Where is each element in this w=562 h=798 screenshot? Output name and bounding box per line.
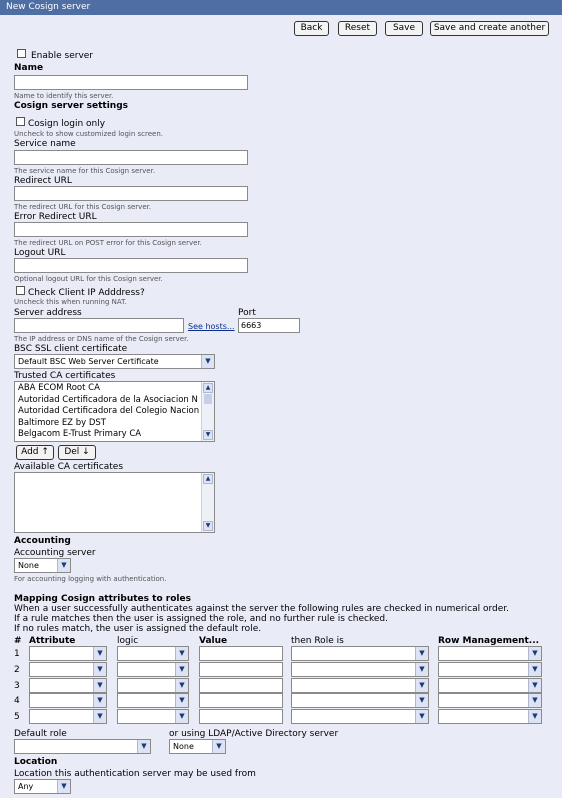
rule-number: 3 [14, 680, 20, 691]
list-item[interactable]: ABA ECOM Root CA [18, 383, 100, 393]
rule-logic-select[interactable] [117, 678, 189, 693]
enable-server-label: Enable server [31, 51, 94, 61]
rule-number: 4 [14, 696, 20, 707]
rule-role-select[interactable] [291, 693, 429, 708]
accounting-server-label: Accounting server [14, 548, 96, 558]
accounting-server-value: None [18, 561, 39, 570]
rule-attribute-select[interactable] [29, 646, 107, 661]
rule-attribute-select[interactable] [29, 678, 107, 693]
chevron-down-icon: ▼ [57, 780, 70, 793]
server-address-help: The IP address or DNS name of the Cosign server. [14, 335, 189, 343]
list-item[interactable]: Autoridad Certificadora del Colegio Nacion [18, 406, 200, 416]
service-name-input[interactable] [14, 150, 248, 165]
rule-logic-select[interactable] [117, 709, 189, 724]
location-value: Any [18, 782, 34, 791]
redirect-url-label: Redirect URL [14, 176, 72, 186]
chevron-down-icon: ▼ [528, 663, 541, 676]
rule-role-select[interactable] [291, 678, 429, 693]
redirect-url-help: The redirect URL for this Cosign server. [14, 203, 152, 211]
name-label: Name [14, 63, 44, 73]
service-name-help: The service name for this Cosign server. [14, 167, 156, 175]
list-item[interactable]: Belgacom E-Trust Primary CA [18, 429, 142, 439]
scroll-up-icon[interactable]: ▲ [203, 474, 213, 484]
available-ca-label: Available CA certificates [14, 462, 124, 472]
rule-role-select[interactable] [291, 646, 429, 661]
logout-url-help: Optional logout URL for this Cosign server. [14, 275, 163, 283]
chevron-down-icon: ▼ [175, 679, 188, 692]
chevron-down-icon: ▼ [528, 694, 541, 707]
add-certificate-button[interactable]: Add ↑ [16, 445, 54, 460]
chevron-down-icon: ▼ [175, 710, 188, 723]
server-address-label: Server address [14, 308, 82, 318]
chevron-down-icon: ▼ [93, 647, 106, 660]
accounting-server-select[interactable] [14, 558, 71, 573]
column-header-value: Value [199, 636, 228, 646]
mapping-heading: Mapping Cosign attributes to roles [14, 594, 191, 604]
location-select[interactable] [14, 779, 71, 794]
rule-logic-select[interactable] [117, 693, 189, 708]
window-title: New Cosign server [0, 0, 562, 15]
location-description: Location this authentication server may be used from [14, 769, 256, 779]
rule-attribute-select[interactable] [29, 709, 107, 724]
delete-certificate-button[interactable]: Del ↓ [58, 445, 96, 460]
port-input[interactable] [238, 318, 300, 333]
trusted-ca-list[interactable] [14, 381, 215, 442]
chevron-down-icon: ▼ [57, 559, 70, 572]
error-redirect-url-label: Error Redirect URL [14, 212, 97, 222]
check-client-ip-help: Uncheck this when running NAT. [14, 298, 127, 306]
rule-row-management-select[interactable] [438, 693, 542, 708]
chevron-down-icon: ▼ [201, 355, 214, 368]
chevron-down-icon: ▼ [415, 647, 428, 660]
ldap-server-value: None [173, 742, 194, 751]
rule-number: 2 [14, 664, 20, 675]
name-input[interactable] [14, 75, 248, 90]
port-label: Port [238, 308, 256, 318]
rule-value-input[interactable] [199, 662, 283, 677]
server-address-input[interactable] [14, 318, 184, 333]
error-redirect-url-help: The redirect URL on POST error for this Cosign server. [14, 239, 202, 247]
rule-number: 5 [14, 712, 20, 723]
rule-number: 1 [14, 649, 20, 659]
list-item[interactable]: Baltimore EZ by DST [18, 417, 106, 428]
location-heading: Location [14, 757, 58, 767]
rule-row-management-select[interactable] [438, 678, 542, 693]
rule-logic-select[interactable] [117, 646, 189, 661]
column-header-attribute: Attribute [29, 636, 76, 646]
default-role-label: Default role [14, 729, 67, 739]
enable-server-checkbox[interactable] [17, 49, 26, 58]
cosign-login-only-help: Uncheck to show customized login screen. [14, 130, 163, 138]
mapping-description-3: If no rules match, the user is assigned the default role. [14, 624, 262, 634]
rule-value-input[interactable] [199, 646, 283, 661]
chevron-down-icon: ▼ [528, 679, 541, 692]
cosign-login-only-label: Cosign login only [28, 119, 106, 129]
rule-row-management-select[interactable] [438, 662, 542, 677]
chevron-down-icon: ▼ [175, 663, 188, 676]
ssl-certificate-label: BSC SSL client certificate [14, 344, 128, 354]
ldap-server-select[interactable] [169, 739, 226, 754]
chevron-down-icon: ▼ [93, 679, 106, 692]
rule-row-management-select[interactable] [438, 709, 542, 724]
reset-button[interactable]: Reset [338, 21, 377, 36]
rule-role-select[interactable] [291, 662, 429, 677]
accounting-help: For accounting logging with authentication. [14, 575, 167, 583]
name-help: Name to identify this server. [14, 92, 114, 100]
cosign-login-only-checkbox[interactable] [16, 117, 25, 126]
save-and-create-another-button[interactable]: Save and create another [430, 21, 549, 36]
back-button[interactable]: Back [294, 21, 329, 36]
logout-url-label: Logout URL [14, 248, 66, 258]
cosign-settings-heading: Cosign server settings [14, 101, 129, 111]
trusted-ca-label: Trusted CA certificates [14, 371, 116, 381]
mapping-description-2: If a rule matches then the user is assigned the role, and no further rule is checked. [14, 614, 389, 624]
ssl-certificate-value: Default BSC Web Server Certificate [18, 357, 159, 366]
column-header-row-management: Row Management... [438, 636, 540, 646]
available-ca-list[interactable] [14, 472, 215, 533]
rule-row-management-select[interactable] [438, 646, 542, 661]
chevron-down-icon: ▼ [93, 663, 106, 676]
chevron-down-icon: ▼ [415, 710, 428, 723]
chevron-down-icon: ▼ [415, 679, 428, 692]
chevron-down-icon: ▼ [175, 647, 188, 660]
mapping-description-1: When a user successfully authenticates against the server the following rules are checked in numerical order. [14, 604, 509, 614]
list-item[interactable]: Autoridad Certificadora de la Asociacion N [18, 394, 198, 405]
rule-logic-select[interactable] [117, 662, 189, 677]
error-redirect-url-input[interactable] [14, 222, 248, 237]
rule-role-select[interactable] [291, 709, 429, 724]
see-hosts-link[interactable]: See hosts... [188, 322, 235, 331]
chevron-down-icon: ▼ [175, 694, 188, 707]
ssl-certificate-select[interactable] [14, 354, 215, 369]
accounting-heading: Accounting [14, 536, 71, 546]
chevron-down-icon: ▼ [415, 663, 428, 676]
chevron-down-icon: ▼ [93, 694, 106, 707]
check-client-ip-label: Check Client IP Adddress? [28, 288, 145, 298]
ldap-server-label: or using LDAP/Active Directory server [169, 729, 339, 739]
default-role-select[interactable] [14, 739, 151, 754]
scroll-thumb[interactable] [204, 394, 212, 404]
chevron-down-icon: ▼ [93, 710, 106, 723]
scroll-down-icon[interactable]: ▼ [203, 521, 213, 531]
check-client-ip-checkbox[interactable] [16, 286, 25, 295]
redirect-url-input[interactable] [14, 186, 248, 201]
scroll-down-icon[interactable]: ▼ [203, 430, 213, 440]
rule-value-input[interactable] [199, 693, 283, 708]
logout-url-input[interactable] [14, 258, 248, 273]
chevron-down-icon: ▼ [528, 710, 541, 723]
trusted-ca-scrollbar[interactable] [201, 382, 214, 441]
chevron-down-icon: ▼ [528, 647, 541, 660]
chevron-down-icon: ▼ [415, 694, 428, 707]
column-header-role: then Role is [291, 636, 344, 646]
chevron-down-icon: ▼ [137, 740, 150, 753]
rule-value-input[interactable] [199, 678, 283, 693]
rule-attribute-select[interactable] [29, 662, 107, 677]
save-button[interactable]: Save [385, 21, 423, 36]
chevron-down-icon: ▼ [212, 740, 225, 753]
scroll-up-icon[interactable]: ▲ [203, 383, 213, 393]
service-name-label: Service name [14, 139, 76, 149]
column-header-logic: logic [117, 636, 139, 646]
rule-attribute-select[interactable] [29, 693, 107, 708]
column-header-number: # [14, 636, 22, 646]
rule-value-input[interactable] [199, 709, 283, 724]
available-ca-scrollbar[interactable] [201, 473, 214, 532]
